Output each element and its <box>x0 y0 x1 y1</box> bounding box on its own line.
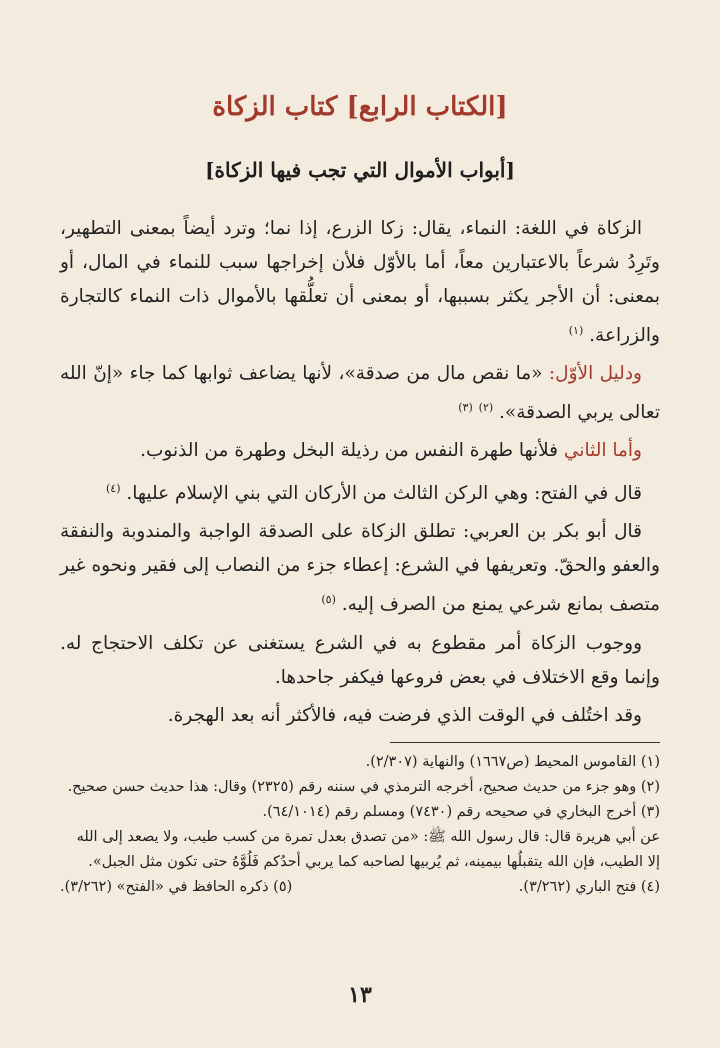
footnote-ref-2[interactable]: (٢) <box>478 401 494 415</box>
first-evidence-lead: ودليل الأوّل: <box>548 363 642 385</box>
second-text: فلأنها طهرة النفس من رذيلة البخل وطهرة من الذنوب. <box>140 440 559 462</box>
paragraph-obligation: ووجوب الزكاة أمر مقطوع به في الشرع يستغنى عن تكلف الاحتجاج له. وإنما وقع الاختلاف في بعض فروعها فيكفر جاحدها. <box>60 632 660 688</box>
footnote-1: (١) القاموس المحيط (ص١٦٦٧) والنهاية (٢/٣٠٧). <box>365 754 660 770</box>
paragraph-first-evidence <box>60 357 660 430</box>
paragraph-ibn-arabi-text: قال أبو بكر بن العربي: تطلق الزكاة على الصدقة الواجبة والمندوبة والنفقة والعفو والحقّ. وتعريفها في الشرع: إعطاء جزء من النصاب إلى فقير ونحوه غير متصف بمانع شرعي يمنع من الصرف إليه. <box>60 521 660 616</box>
footnote-ref-4[interactable]: (٤) <box>105 482 121 496</box>
footnote-row-4-5 <box>60 875 660 900</box>
footnote-ref-5[interactable]: (٥) <box>321 593 336 607</box>
book-title: [الكتاب الرابع] كتاب الزكاة <box>212 92 508 122</box>
section-title: [أبواب الأموال التي تجب فيها الزكاة] <box>205 158 515 182</box>
footnote-2: (٢) وهو جزء من حديث صحيح، أخرجه الترمذي في سننه رقم (٢٣٢٥) وقال: هذا حديث حسن صحيح. <box>67 779 660 795</box>
second-lead: وأما الثاني <box>563 440 642 462</box>
footnote-4: (٤) فتح الباري (٣/٢٦٢). <box>518 879 660 895</box>
footnote-5: (٥) ذكره الحافظ في «الفتح» (٣/٢٦٢). <box>60 879 293 895</box>
page-number: ١٣ <box>348 982 372 1008</box>
paragraph-fath <box>60 472 660 511</box>
paragraph-time: وقد اختُلف في الوقت الذي فرضت فيه، فالأكثر أنه بعد الهجرة. <box>167 704 642 726</box>
body-text <box>60 212 660 737</box>
footnotes <box>60 750 660 900</box>
paragraph-second <box>60 434 660 468</box>
footnote-3: (٣) أخرج البخاري في صحيحه رقم (٧٤٣٠) ومسلم رقم (٦٤/١٠١٤). <box>262 804 660 820</box>
footnote-ref-3[interactable]: (٣) <box>458 401 473 415</box>
footnote-3-continuation: عن أبي هريرة قال: قال رسول الله ﷺ: «من تصدق بعدل تمرة من كسب طيب، ولا يصعد إلى الله إلا الطيب، فإن الله يتقبلُها بيمينه، ثم يُربيها لصاحبه كما يربي أحدُكم فَلُوَّهُ حتى تكون مثل الجبل». <box>76 829 660 870</box>
paragraph-definition-text: الزكاة في اللغة: النماء، يقال: زكا الزرع، إذا نما؛ وترد أيضاً بمعنى التطهير، وتَرِدُ شرعاً بالاعتبارين معاً، أما بالأوّل فلأن إخراجها سبب للنماء في المال، أو بمعنى: أن الأجر يكثر بسببها، أو بمعنى أن تعلُّقها بالأموال ذات النماء كالتجارة والزراعة. <box>60 218 660 347</box>
paragraph-ibn-arabi <box>60 515 660 622</box>
footnote-divider <box>390 742 660 743</box>
paragraph-definition <box>60 212 660 353</box>
footnote-ref-1[interactable]: (١) <box>568 324 584 337</box>
first-evidence-text: «ما نقص مال من صدقة»، لأنها يضاعف ثوابها كما جاء «إنّ الله تعالى يربي الصدقة». <box>60 363 660 424</box>
paragraph-fath-text: قال في الفتح: وهي الركن الثالث من الأركان التي بني الإسلام عليها. <box>126 483 642 505</box>
